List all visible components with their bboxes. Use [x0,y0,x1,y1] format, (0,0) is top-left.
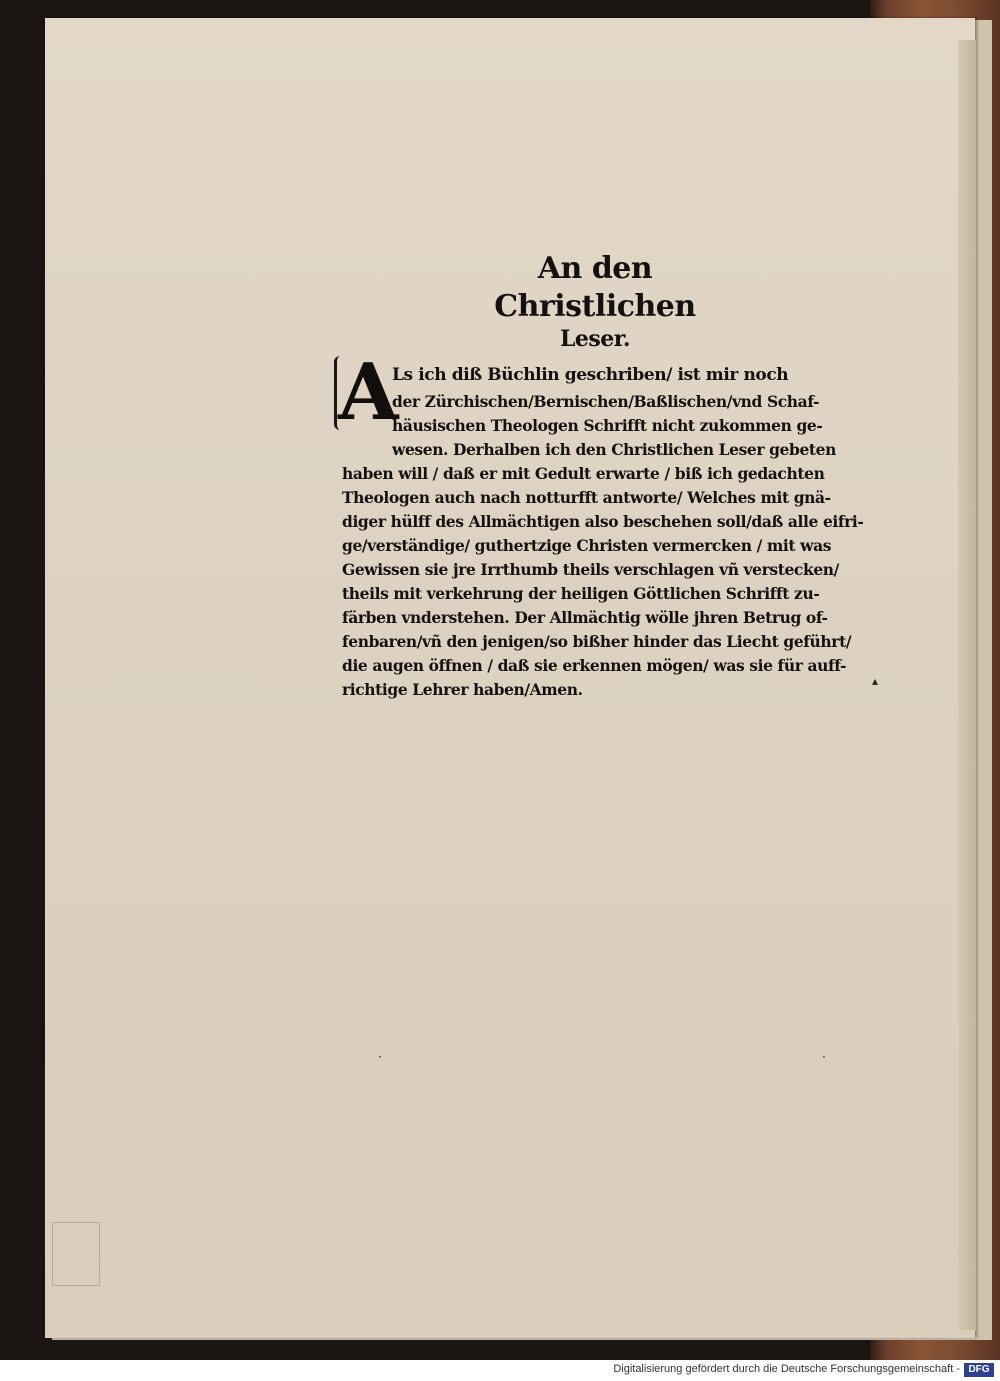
heading-line-2: Leser. [559,326,631,352]
library-stamp-outline [52,1222,100,1286]
body-line: richtige Lehrer haben/Amen. [342,680,583,699]
page-edge [958,40,976,1330]
ink-speck: · [822,1050,826,1064]
body-line: wesen. Derhalben ich den Christlichen Leser gebeten [392,440,837,459]
ink-speck: · [378,1050,382,1064]
body-line: färben vnderstehen. Der Allmächtig wölle jhren Betrug of- [342,608,828,627]
footer-credit: Digitalisierung gefördert durch die Deutsche Forschungsgemeinschaft - [613,1363,960,1375]
dfg-logo: DFG [964,1363,994,1377]
body-line: diger hülff des Allmächtigen also beschehen soll/daß alle eifri- [342,512,864,531]
dropcap-letter: A [338,347,399,438]
body-line: häusischen Theologen Schrifft nicht zukommen ge- [392,416,823,435]
body-line: fenbaren/vñ den jenigen/so bißher hinder das Liecht geführt/ [342,632,852,651]
heading-line-1: An den Christlichen [494,251,696,324]
body-line: Gewissen sie jre Irrthumb theils verschlagen vñ verstecken/ [342,560,839,579]
page-heading [455,250,735,352]
ink-speck: ▴ [872,674,879,688]
body-line: haben will / daß er mit Gedult erwarte / biß ich gedachten [342,464,825,483]
body-line: der Zürchischen/Bernischen/Baßlischen/vnd Schaf- [392,392,820,411]
body-line: ge/verständige/ guthertzige Christen vermercken / mit was [342,536,832,555]
footer-bar [0,1360,1000,1381]
body-line: die augen öffnen / daß sie erkennen mögen/ was sie für auff- [342,656,846,675]
body-line: theils mit verkehrung der heiligen Göttlichen Schrifft zu- [342,584,820,603]
body-line: Theologen auch nach notturfft antworte/ Welches mit gnä- [342,488,831,507]
body-line: Ls ich diß Büchlin geschriben/ ist mir noch [392,365,789,385]
